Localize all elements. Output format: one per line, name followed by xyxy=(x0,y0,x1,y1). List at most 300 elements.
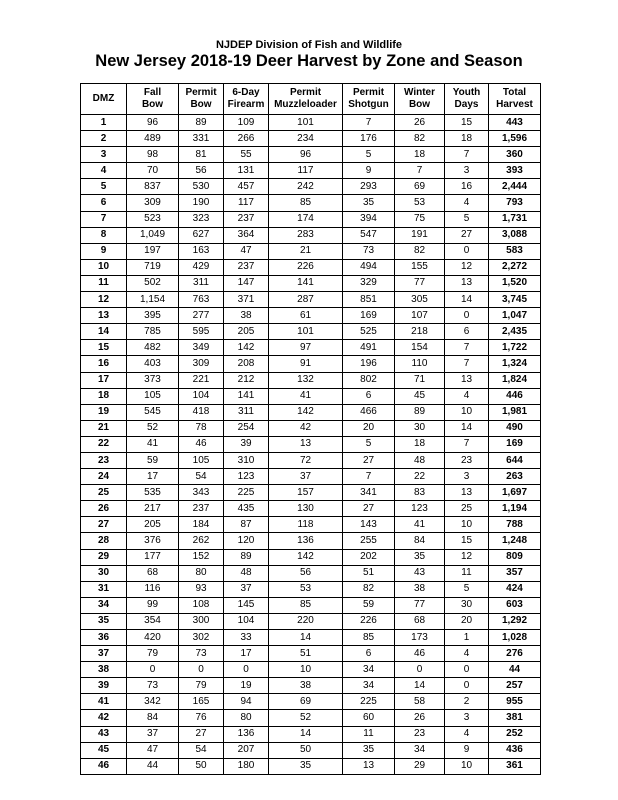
cell-youth-days: 0 xyxy=(445,243,489,259)
cell-fall-bow: 70 xyxy=(127,163,179,179)
cell-total-harvest: 1,047 xyxy=(489,308,541,324)
cell-youth-days: 7 xyxy=(445,356,489,372)
cell-permit-shotgun: 82 xyxy=(343,581,395,597)
cell-fall-bow: 37 xyxy=(127,726,179,742)
cell-total-harvest: 446 xyxy=(489,388,541,404)
table-row xyxy=(81,163,541,179)
cell-dmz: 2 xyxy=(81,131,127,147)
cell-fall-bow: 68 xyxy=(127,565,179,581)
cell-youth-days: 11 xyxy=(445,565,489,581)
cell-youth-days: 10 xyxy=(445,517,489,533)
cell-permit-shotgun: 851 xyxy=(343,292,395,308)
cell-permit-bow: 323 xyxy=(179,211,224,227)
cell-permit-muzzleloader: 101 xyxy=(269,324,343,340)
cell-dmz: 21 xyxy=(81,420,127,436)
cell-dmz: 37 xyxy=(81,646,127,662)
cell-six-day-firearm: 33 xyxy=(224,630,269,646)
cell-total-harvest: 1,824 xyxy=(489,372,541,388)
cell-fall-bow: 84 xyxy=(127,710,179,726)
cell-permit-muzzleloader: 132 xyxy=(269,372,343,388)
cell-total-harvest: 1,722 xyxy=(489,340,541,356)
cell-total-harvest: 1,292 xyxy=(489,613,541,629)
cell-winter-bow: 45 xyxy=(395,388,445,404)
table-row xyxy=(81,292,541,308)
cell-youth-days: 7 xyxy=(445,147,489,163)
cell-permit-shotgun: 6 xyxy=(343,388,395,404)
cell-youth-days: 13 xyxy=(445,372,489,388)
cell-permit-bow: 349 xyxy=(179,340,224,356)
table-row xyxy=(81,115,541,131)
cell-permit-bow: 93 xyxy=(179,581,224,597)
column-header-line2: Shotgun xyxy=(348,99,389,110)
cell-six-day-firearm: 371 xyxy=(224,292,269,308)
cell-permit-shotgun: 60 xyxy=(343,710,395,726)
cell-fall-bow: 1,049 xyxy=(127,227,179,243)
cell-permit-bow: 89 xyxy=(179,115,224,131)
cell-six-day-firearm: 104 xyxy=(224,613,269,629)
cell-permit-bow: 418 xyxy=(179,404,224,420)
cell-dmz: 28 xyxy=(81,533,127,549)
cell-permit-shotgun: 27 xyxy=(343,452,395,468)
cell-permit-bow: 56 xyxy=(179,163,224,179)
cell-winter-bow: 82 xyxy=(395,131,445,147)
cell-six-day-firearm: 94 xyxy=(224,694,269,710)
cell-six-day-firearm: 364 xyxy=(224,227,269,243)
cell-fall-bow: 373 xyxy=(127,372,179,388)
cell-fall-bow: 99 xyxy=(127,597,179,613)
cell-winter-bow: 218 xyxy=(395,324,445,340)
cell-dmz: 35 xyxy=(81,613,127,629)
cell-fall-bow: 17 xyxy=(127,469,179,485)
table-row xyxy=(81,758,541,774)
table-row xyxy=(81,485,541,501)
cell-six-day-firearm: 311 xyxy=(224,404,269,420)
cell-total-harvest: 809 xyxy=(489,549,541,565)
cell-permit-muzzleloader: 136 xyxy=(269,533,343,549)
cell-six-day-firearm: 225 xyxy=(224,485,269,501)
cell-permit-muzzleloader: 69 xyxy=(269,694,343,710)
cell-winter-bow: 110 xyxy=(395,356,445,372)
cell-total-harvest: 644 xyxy=(489,452,541,468)
cell-youth-days: 15 xyxy=(445,533,489,549)
cell-six-day-firearm: 47 xyxy=(224,243,269,259)
cell-fall-bow: 73 xyxy=(127,678,179,694)
cell-winter-bow: 69 xyxy=(395,179,445,195)
column-header-line2: Bow xyxy=(190,99,212,110)
column-header-line2: Muzzleloader xyxy=(274,99,337,110)
cell-dmz: 42 xyxy=(81,710,127,726)
cell-youth-days: 4 xyxy=(445,726,489,742)
cell-permit-muzzleloader: 130 xyxy=(269,501,343,517)
cell-winter-bow: 38 xyxy=(395,581,445,597)
cell-dmz: 46 xyxy=(81,758,127,774)
cell-permit-muzzleloader: 52 xyxy=(269,710,343,726)
cell-dmz: 9 xyxy=(81,243,127,259)
cell-fall-bow: 502 xyxy=(127,275,179,291)
cell-total-harvest: 1,324 xyxy=(489,356,541,372)
cell-youth-days: 7 xyxy=(445,436,489,452)
cell-youth-days: 18 xyxy=(445,131,489,147)
cell-dmz: 10 xyxy=(81,259,127,275)
cell-six-day-firearm: 89 xyxy=(224,549,269,565)
cell-permit-muzzleloader: 96 xyxy=(269,147,343,163)
cell-permit-bow: 184 xyxy=(179,517,224,533)
cell-total-harvest: 490 xyxy=(489,420,541,436)
cell-youth-days: 3 xyxy=(445,710,489,726)
cell-youth-days: 6 xyxy=(445,324,489,340)
column-header-total-harvest xyxy=(489,84,541,115)
cell-winter-bow: 41 xyxy=(395,517,445,533)
cell-youth-days: 12 xyxy=(445,259,489,275)
cell-winter-bow: 173 xyxy=(395,630,445,646)
cell-dmz: 23 xyxy=(81,452,127,468)
cell-permit-muzzleloader: 283 xyxy=(269,227,343,243)
cell-total-harvest: 357 xyxy=(489,565,541,581)
cell-six-day-firearm: 120 xyxy=(224,533,269,549)
cell-total-harvest: 1,981 xyxy=(489,404,541,420)
cell-permit-bow: 81 xyxy=(179,147,224,163)
cell-permit-bow: 763 xyxy=(179,292,224,308)
column-header-winter-bow xyxy=(395,84,445,115)
cell-dmz: 14 xyxy=(81,324,127,340)
cell-permit-bow: 309 xyxy=(179,356,224,372)
table-row xyxy=(81,597,541,613)
cell-six-day-firearm: 208 xyxy=(224,356,269,372)
cell-fall-bow: 545 xyxy=(127,404,179,420)
cell-youth-days: 20 xyxy=(445,613,489,629)
cell-permit-muzzleloader: 142 xyxy=(269,549,343,565)
cell-permit-shotgun: 85 xyxy=(343,630,395,646)
cell-total-harvest: 1,697 xyxy=(489,485,541,501)
cell-six-day-firearm: 207 xyxy=(224,742,269,758)
cell-permit-muzzleloader: 38 xyxy=(269,678,343,694)
cell-winter-bow: 84 xyxy=(395,533,445,549)
table-row xyxy=(81,452,541,468)
cell-fall-bow: 482 xyxy=(127,340,179,356)
cell-permit-muzzleloader: 37 xyxy=(269,469,343,485)
column-header-line2: Harvest xyxy=(496,99,533,110)
cell-permit-bow: 50 xyxy=(179,758,224,774)
cell-total-harvest: 2,272 xyxy=(489,259,541,275)
cell-youth-days: 0 xyxy=(445,678,489,694)
cell-winter-bow: 155 xyxy=(395,259,445,275)
cell-six-day-firearm: 87 xyxy=(224,517,269,533)
cell-winter-bow: 18 xyxy=(395,436,445,452)
cell-six-day-firearm: 145 xyxy=(224,597,269,613)
cell-permit-bow: 221 xyxy=(179,372,224,388)
cell-permit-bow: 343 xyxy=(179,485,224,501)
cell-fall-bow: 105 xyxy=(127,388,179,404)
cell-dmz: 39 xyxy=(81,678,127,694)
cell-dmz: 1 xyxy=(81,115,127,131)
cell-permit-bow: 530 xyxy=(179,179,224,195)
cell-total-harvest: 381 xyxy=(489,710,541,726)
cell-total-harvest: 169 xyxy=(489,436,541,452)
cell-winter-bow: 14 xyxy=(395,678,445,694)
cell-fall-bow: 309 xyxy=(127,195,179,211)
cell-permit-bow: 76 xyxy=(179,710,224,726)
table-row xyxy=(81,131,541,147)
column-header-line1: 6-Day xyxy=(232,87,260,98)
cell-permit-bow: 311 xyxy=(179,275,224,291)
cell-fall-bow: 523 xyxy=(127,211,179,227)
cell-permit-muzzleloader: 85 xyxy=(269,195,343,211)
cell-fall-bow: 785 xyxy=(127,324,179,340)
cell-total-harvest: 263 xyxy=(489,469,541,485)
cell-six-day-firearm: 17 xyxy=(224,646,269,662)
page-title: New Jersey 2018-19 Deer Harvest by Zone and Season xyxy=(95,52,523,70)
cell-permit-muzzleloader: 42 xyxy=(269,420,343,436)
table-row xyxy=(81,420,541,436)
cell-permit-muzzleloader: 91 xyxy=(269,356,343,372)
cell-permit-shotgun: 226 xyxy=(343,613,395,629)
table-row xyxy=(81,533,541,549)
cell-six-day-firearm: 38 xyxy=(224,308,269,324)
cell-fall-bow: 0 xyxy=(127,662,179,678)
cell-permit-shotgun: 7 xyxy=(343,469,395,485)
cell-permit-muzzleloader: 141 xyxy=(269,275,343,291)
cell-dmz: 16 xyxy=(81,356,127,372)
cell-six-day-firearm: 142 xyxy=(224,340,269,356)
table-row xyxy=(81,726,541,742)
cell-dmz: 4 xyxy=(81,163,127,179)
cell-dmz: 6 xyxy=(81,195,127,211)
cell-permit-shotgun: 293 xyxy=(343,179,395,195)
cell-permit-shotgun: 196 xyxy=(343,356,395,372)
table-row xyxy=(81,646,541,662)
cell-youth-days: 4 xyxy=(445,646,489,662)
cell-total-harvest: 1,194 xyxy=(489,501,541,517)
cell-total-harvest: 361 xyxy=(489,758,541,774)
cell-six-day-firearm: 80 xyxy=(224,710,269,726)
column-header-line2: Bow xyxy=(408,99,431,110)
table-row xyxy=(81,259,541,275)
table-row xyxy=(81,678,541,694)
cell-dmz: 34 xyxy=(81,597,127,613)
cell-winter-bow: 305 xyxy=(395,292,445,308)
cell-permit-muzzleloader: 226 xyxy=(269,259,343,275)
cell-permit-bow: 27 xyxy=(179,726,224,742)
cell-winter-bow: 123 xyxy=(395,501,445,517)
cell-permit-shotgun: 5 xyxy=(343,147,395,163)
cell-six-day-firearm: 109 xyxy=(224,115,269,131)
cell-permit-bow: 429 xyxy=(179,259,224,275)
table-row xyxy=(81,356,541,372)
cell-permit-shotgun: 169 xyxy=(343,308,395,324)
header-row xyxy=(81,84,541,115)
cell-permit-shotgun: 143 xyxy=(343,517,395,533)
cell-permit-bow: 54 xyxy=(179,469,224,485)
cell-total-harvest: 603 xyxy=(489,597,541,613)
cell-winter-bow: 77 xyxy=(395,597,445,613)
cell-total-harvest: 44 xyxy=(489,662,541,678)
cell-permit-bow: 595 xyxy=(179,324,224,340)
cell-six-day-firearm: 180 xyxy=(224,758,269,774)
cell-winter-bow: 83 xyxy=(395,485,445,501)
cell-total-harvest: 257 xyxy=(489,678,541,694)
cell-permit-bow: 300 xyxy=(179,613,224,629)
cell-winter-bow: 77 xyxy=(395,275,445,291)
cell-permit-shotgun: 329 xyxy=(343,275,395,291)
table-row xyxy=(81,324,541,340)
cell-fall-bow: 177 xyxy=(127,549,179,565)
cell-six-day-firearm: 0 xyxy=(224,662,269,678)
cell-winter-bow: 75 xyxy=(395,211,445,227)
cell-dmz: 41 xyxy=(81,694,127,710)
cell-total-harvest: 393 xyxy=(489,163,541,179)
cell-dmz: 17 xyxy=(81,372,127,388)
column-header-line1: DMZ xyxy=(92,93,115,104)
cell-permit-bow: 0 xyxy=(179,662,224,678)
cell-winter-bow: 58 xyxy=(395,694,445,710)
cell-winter-bow: 0 xyxy=(395,662,445,678)
cell-permit-shotgun: 202 xyxy=(343,549,395,565)
cell-permit-shotgun: 466 xyxy=(343,404,395,420)
cell-six-day-firearm: 237 xyxy=(224,259,269,275)
cell-permit-shotgun: 176 xyxy=(343,131,395,147)
organization-name: NJDEP Division of Fish and Wildlife xyxy=(215,39,403,51)
table-row xyxy=(81,501,541,517)
cell-dmz: 36 xyxy=(81,630,127,646)
cell-total-harvest: 1,520 xyxy=(489,275,541,291)
cell-fall-bow: 96 xyxy=(127,115,179,131)
cell-permit-bow: 104 xyxy=(179,388,224,404)
cell-winter-bow: 82 xyxy=(395,243,445,259)
cell-youth-days: 30 xyxy=(445,597,489,613)
column-header-line1: Permit xyxy=(185,87,217,98)
cell-dmz: 13 xyxy=(81,308,127,324)
cell-fall-bow: 197 xyxy=(127,243,179,259)
cell-youth-days: 5 xyxy=(445,581,489,597)
cell-permit-shotgun: 494 xyxy=(343,259,395,275)
cell-dmz: 25 xyxy=(81,485,127,501)
cell-six-day-firearm: 205 xyxy=(224,324,269,340)
cell-total-harvest: 436 xyxy=(489,742,541,758)
cell-six-day-firearm: 19 xyxy=(224,678,269,694)
table-row xyxy=(81,195,541,211)
cell-permit-muzzleloader: 35 xyxy=(269,758,343,774)
cell-permit-bow: 79 xyxy=(179,678,224,694)
cell-youth-days: 15 xyxy=(445,115,489,131)
cell-fall-bow: 535 xyxy=(127,485,179,501)
cell-dmz: 8 xyxy=(81,227,127,243)
cell-permit-shotgun: 35 xyxy=(343,195,395,211)
cell-permit-muzzleloader: 157 xyxy=(269,485,343,501)
column-header-six-day-firearm xyxy=(224,84,269,115)
cell-permit-muzzleloader: 97 xyxy=(269,340,343,356)
cell-permit-bow: 190 xyxy=(179,195,224,211)
cell-youth-days: 2 xyxy=(445,694,489,710)
cell-total-harvest: 2,444 xyxy=(489,179,541,195)
cell-six-day-firearm: 48 xyxy=(224,565,269,581)
cell-permit-shotgun: 255 xyxy=(343,533,395,549)
cell-six-day-firearm: 136 xyxy=(224,726,269,742)
cell-dmz: 18 xyxy=(81,388,127,404)
cell-youth-days: 13 xyxy=(445,275,489,291)
cell-youth-days: 1 xyxy=(445,630,489,646)
cell-fall-bow: 79 xyxy=(127,646,179,662)
cell-permit-muzzleloader: 50 xyxy=(269,742,343,758)
cell-permit-shotgun: 51 xyxy=(343,565,395,581)
table-row xyxy=(81,581,541,597)
cell-winter-bow: 26 xyxy=(395,710,445,726)
column-header-dmz xyxy=(81,84,127,115)
cell-dmz: 5 xyxy=(81,179,127,195)
table-row xyxy=(81,147,541,163)
cell-permit-muzzleloader: 287 xyxy=(269,292,343,308)
cell-six-day-firearm: 266 xyxy=(224,131,269,147)
table-row xyxy=(81,517,541,533)
cell-fall-bow: 98 xyxy=(127,147,179,163)
column-header-line1: Fall xyxy=(143,87,162,98)
cell-permit-shotgun: 9 xyxy=(343,163,395,179)
cell-permit-muzzleloader: 14 xyxy=(269,630,343,646)
cell-dmz: 31 xyxy=(81,581,127,597)
cell-permit-muzzleloader: 21 xyxy=(269,243,343,259)
cell-fall-bow: 342 xyxy=(127,694,179,710)
cell-permit-shotgun: 34 xyxy=(343,678,395,694)
cell-winter-bow: 18 xyxy=(395,147,445,163)
cell-permit-shotgun: 7 xyxy=(343,115,395,131)
cell-permit-muzzleloader: 85 xyxy=(269,597,343,613)
cell-six-day-firearm: 117 xyxy=(224,195,269,211)
cell-six-day-firearm: 37 xyxy=(224,581,269,597)
table-row xyxy=(81,710,541,726)
cell-permit-muzzleloader: 13 xyxy=(269,436,343,452)
table-row xyxy=(81,742,541,758)
cell-permit-muzzleloader: 10 xyxy=(269,662,343,678)
table-row xyxy=(81,243,541,259)
cell-winter-bow: 7 xyxy=(395,163,445,179)
cell-permit-muzzleloader: 61 xyxy=(269,308,343,324)
column-header-permit-shotgun xyxy=(343,84,395,115)
cell-total-harvest: 1,731 xyxy=(489,211,541,227)
cell-six-day-firearm: 141 xyxy=(224,388,269,404)
cell-dmz: 38 xyxy=(81,662,127,678)
cell-six-day-firearm: 254 xyxy=(224,420,269,436)
table-row xyxy=(81,227,541,243)
cell-winter-bow: 191 xyxy=(395,227,445,243)
cell-permit-bow: 78 xyxy=(179,420,224,436)
table-row xyxy=(81,179,541,195)
column-header-permit-bow xyxy=(179,84,224,115)
column-header-line2: Bow xyxy=(141,99,164,110)
cell-total-harvest: 583 xyxy=(489,243,541,259)
table-row xyxy=(81,404,541,420)
cell-youth-days: 0 xyxy=(445,308,489,324)
table-body xyxy=(81,115,541,775)
cell-total-harvest: 360 xyxy=(489,147,541,163)
cell-total-harvest: 788 xyxy=(489,517,541,533)
cell-six-day-firearm: 131 xyxy=(224,163,269,179)
table-row xyxy=(81,372,541,388)
cell-youth-days: 12 xyxy=(445,549,489,565)
cell-permit-muzzleloader: 41 xyxy=(269,388,343,404)
table-row xyxy=(81,469,541,485)
cell-total-harvest: 1,248 xyxy=(489,533,541,549)
column-header-line1: Permit xyxy=(289,87,322,98)
cell-winter-bow: 23 xyxy=(395,726,445,742)
cell-permit-muzzleloader: 220 xyxy=(269,613,343,629)
cell-dmz: 22 xyxy=(81,436,127,452)
cell-youth-days: 13 xyxy=(445,485,489,501)
table-row xyxy=(81,694,541,710)
table-row xyxy=(81,630,541,646)
cell-winter-bow: 35 xyxy=(395,549,445,565)
cell-winter-bow: 34 xyxy=(395,742,445,758)
cell-dmz: 7 xyxy=(81,211,127,227)
cell-permit-muzzleloader: 53 xyxy=(269,581,343,597)
